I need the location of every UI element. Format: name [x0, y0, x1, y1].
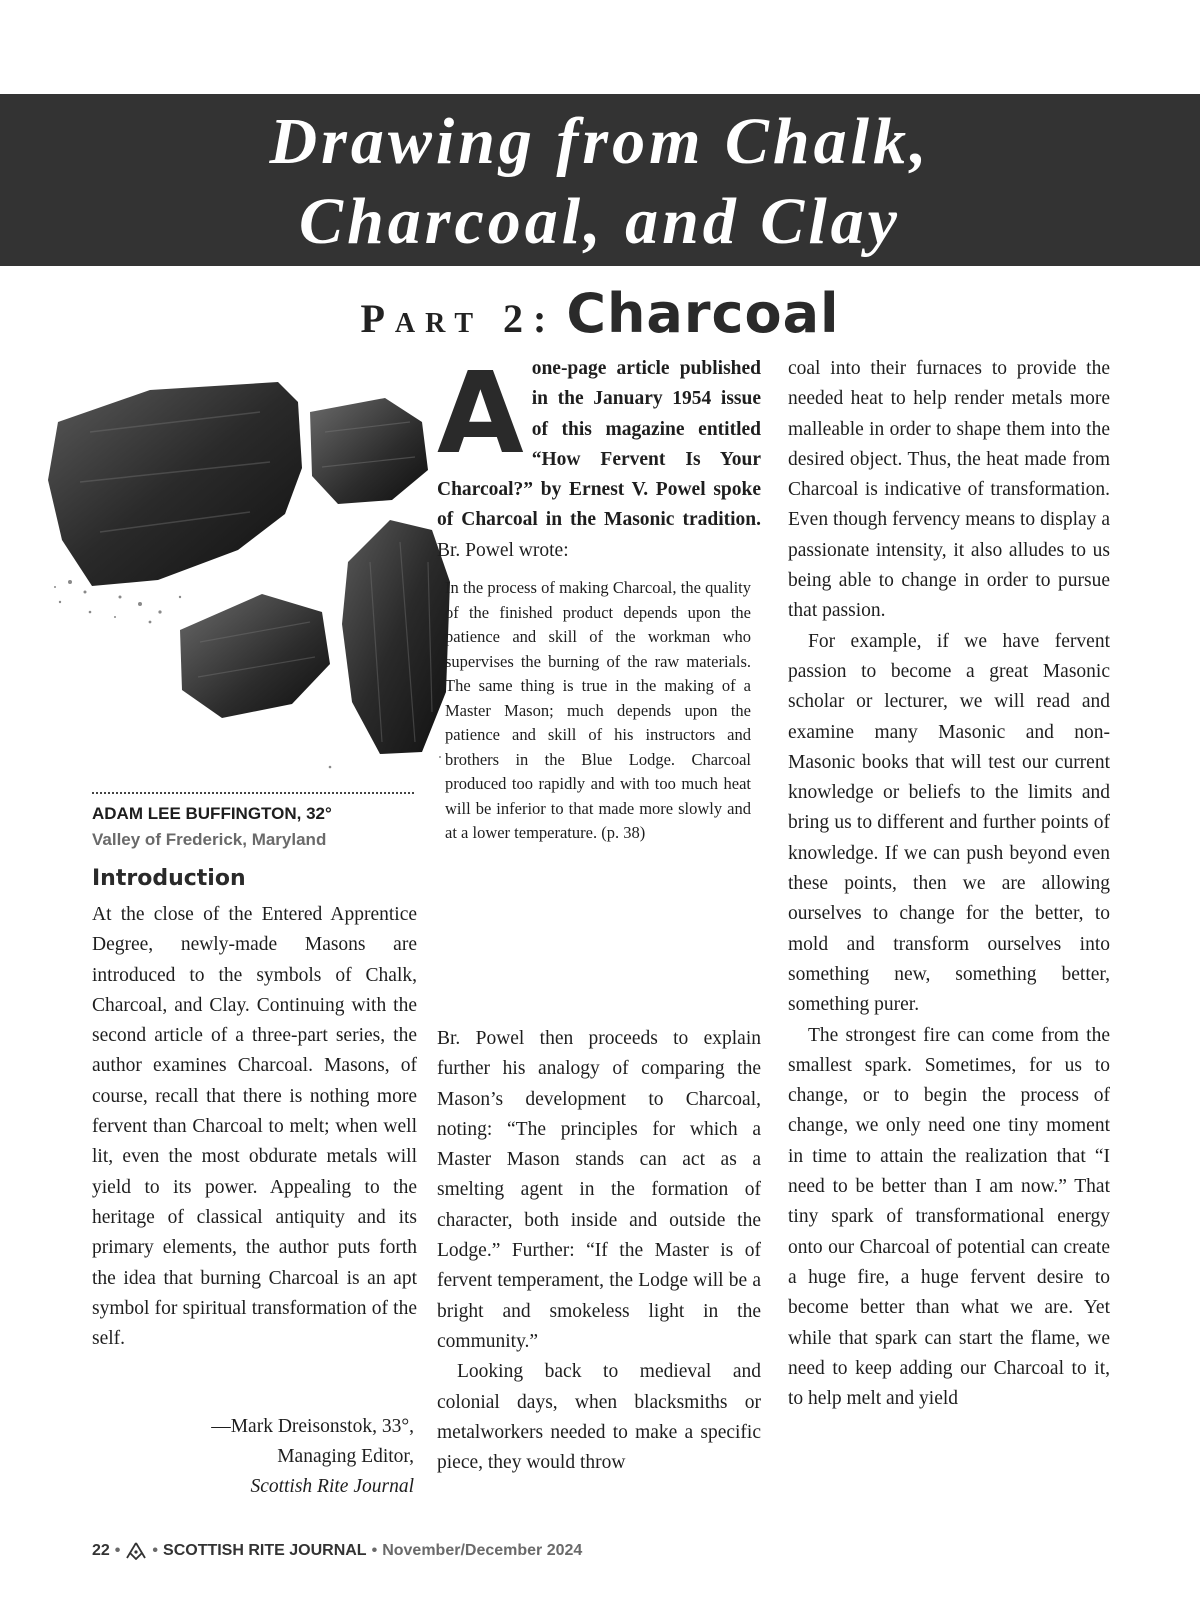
intro-attribution [92, 1412, 414, 1502]
article-column-2-top [437, 349, 761, 846]
attribution-role: Managing Editor, [277, 1446, 414, 1467]
intro-text: At the close of the Entered Apprentice Degree, newly-made Masons are introduced to the symbols of Chalk, Charcoal, and Clay. Continuing with the second article of a three-part series, the author examines Charcoal. Masons, of course, recall that there is nothing more fervent than Charcoal to melt; when well lit, even the most obdurate metals will yield to its power. Appealing to the heritage of classical antiquity and its primary elements, the author puts forth the idea that burning Charcoal is an apt symbol for spiritual transformation of the self. [92, 904, 417, 1350]
article-column-2-bottom [437, 1024, 761, 1478]
charcoal-lump-small [180, 594, 330, 718]
title-line-1: Drawing from Chalk, [269, 105, 931, 178]
attribution-publication: Scottish Rite Journal [250, 1476, 414, 1497]
attribution-name: —Mark Dreisonstok, 33°, [211, 1416, 414, 1437]
charcoal-lump-tall [342, 520, 450, 754]
author-place: Valley of Frederick, Maryland [92, 830, 327, 849]
article-paragraph: The strongest fire can come from the smallest spark. Sometimes, for us to change, or to begin the process of change, we only need one tiny moment in time to attain the realization that “I need to be better than I am now.” That tiny spark of transformational energy onto our Charcoal of potential can create a huge fire, a huge fervent desire to become better than what we are. Yet while that spark can start the flame, we need to keep adding our Charcoal to it, to help melt and yield [788, 1024, 1110, 1410]
footer-separator: • [152, 1542, 159, 1559]
drop-cap: A [437, 349, 524, 479]
article-column-3 [788, 354, 1110, 1414]
author-name: ADAM LEE BUFFINGTON, 32° [92, 804, 332, 823]
article-lead: one-page article published in the January 1954 issue of this magazine entitled “How Fervent Is Your Charcoal?” by Ernest V. Powel spoke of Charcoal in the Masonic tradition. [437, 358, 761, 531]
intro-heading: Introduction [92, 866, 246, 891]
charcoal-lump-top-right [310, 398, 428, 504]
page-footer [92, 1542, 582, 1560]
article-paragraph: For example, if we have fervent passion to become a great Masonic scholar or lecturer, we will read and examine many Masonic and non-Masonic books that will test our current knowledge or beliefs to the limits and bring us to different and further points of knowledge. If we can push beyond even these points, then we are allowing ourselves to change for the better, to mold and transform ourselves into something new, something better, something purer. [788, 630, 1110, 1016]
block-quote: In the process of making Charcoal, the quality of the finished product depends upon the patience and skill of the workman who supervises the burning of the raw materials. The same thing is true in the making of a Master Mason; much depends upon the patience and skill of his instructors and brothers in the Blue Lodge. Charcoal produced too rapidly and with too much heat will be inferior to that made more slowly and at a lower temperature. (p. 38) [445, 578, 751, 843]
byline-divider [92, 792, 414, 794]
square-compass-icon [125, 1542, 147, 1560]
article-lead-rest: Br. Powel wrote: [437, 539, 569, 561]
part-heading [0, 282, 1200, 352]
article-paragraph: coal into their furnaces to provide the needed heat to help render metals more malleable in order to shape them into the desired object. Thus, the heat made from Charcoal is indicative of transformation. Even though fervency means to display a passionate intensity, it also alludes to us being able to change in order to pursue that passion. [788, 358, 1110, 622]
charcoal-lump-large [48, 382, 302, 586]
footer-separator: • [114, 1542, 121, 1559]
article-paragraph: Looking back to medieval and colonial days, when blacksmiths or metalworkers needed to make a specific piece, they would throw [437, 1361, 761, 1474]
footer-journal: SCOTTISH RITE JOURNAL [163, 1542, 367, 1559]
page-number: 22 [92, 1542, 110, 1559]
title-banner [0, 94, 1200, 266]
title-line-2: Charcoal, and Clay [299, 185, 901, 258]
article-paragraph: Br. Powel then proceeds to explain further his analogy of comparing the Mason’s development to Charcoal, noting: “The principles for which a Master Mason stands can act as a smelting agent in the formation of character, both inside and outside the Lodge.” Further: “If the Master is of fervent temperament, the Lodge will be a bright and smokeless light in the community.” [437, 1028, 761, 1352]
footer-separator: • [371, 1542, 378, 1559]
footer-issue: November/December 2024 [382, 1542, 583, 1559]
part-word: Charcoal [566, 282, 840, 345]
part-label: Part 2: [360, 296, 557, 341]
charcoal-photo [30, 372, 450, 782]
